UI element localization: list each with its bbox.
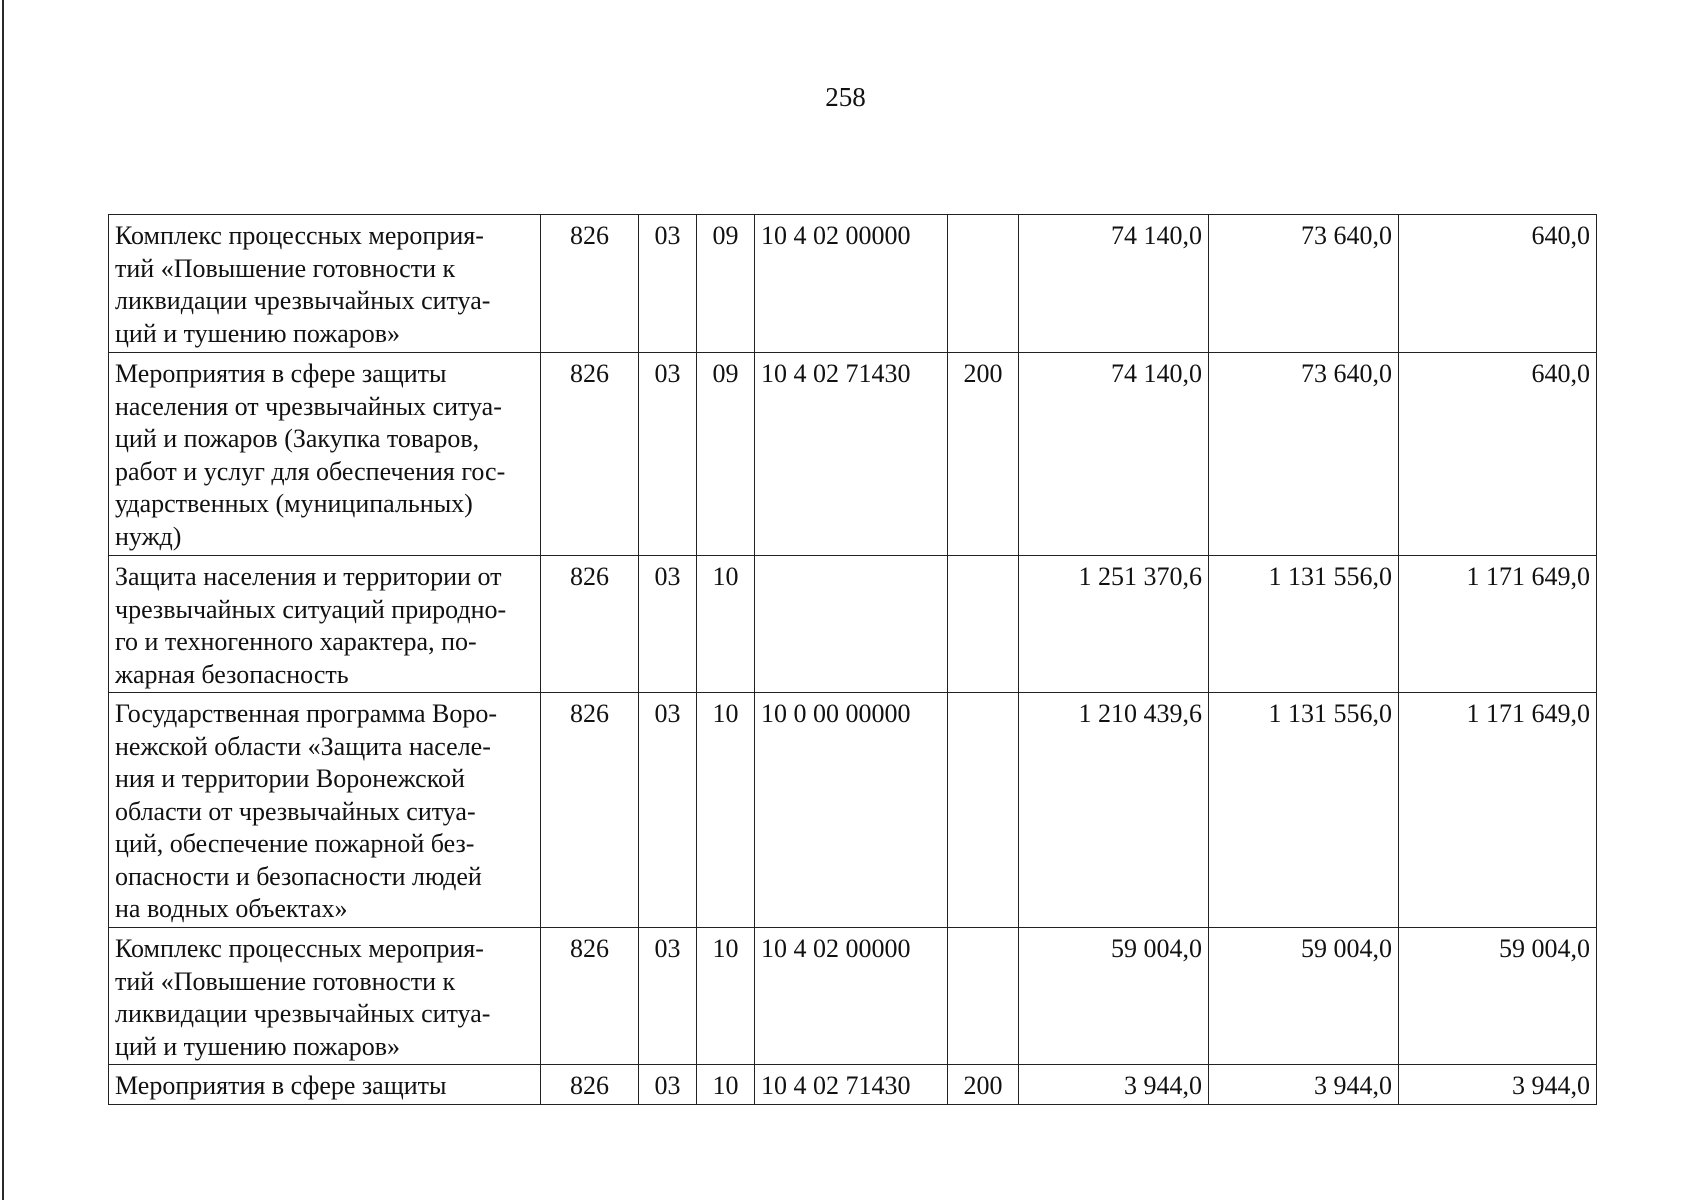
cell-amount-year-2: 73 640,0: [1209, 353, 1399, 556]
cell-podrazdel: 10: [697, 1065, 755, 1105]
cell-item-name: [109, 928, 541, 1065]
item-name-line: ния и территории Воронежской: [115, 764, 465, 793]
table-row: [109, 928, 1597, 1065]
item-name-line: нежской области «Защита населе-: [115, 731, 491, 761]
item-name-line: жарная безопасность: [115, 659, 349, 689]
cell-grbs: 826: [541, 1065, 639, 1105]
cell-amount-year-1: 3 944,0: [1019, 1065, 1209, 1105]
cell-razdel: 03: [639, 353, 697, 556]
cell-amount-year-1: 74 140,0: [1019, 215, 1209, 353]
cell-podrazdel: 10: [697, 928, 755, 1065]
cell-target-article: [755, 556, 948, 693]
cell-razdel: 03: [639, 556, 697, 693]
cell-target-article: 10 4 02 71430: [755, 353, 948, 556]
table-row: [109, 556, 1597, 693]
table-row: [109, 693, 1597, 928]
cell-amount-year-3: 3 944,0: [1399, 1065, 1597, 1105]
cell-podrazdel: 09: [697, 215, 755, 353]
cell-item-name: [109, 1065, 541, 1105]
cell-amount-year-2: 1 131 556,0: [1209, 556, 1399, 693]
cell-grbs: 826: [541, 928, 639, 1065]
cell-amount-year-3: 1 171 649,0: [1399, 556, 1597, 693]
cell-amount-year-1: 74 140,0: [1019, 353, 1209, 556]
cell-razdel: 03: [639, 1065, 697, 1105]
cell-amount-year-3: 640,0: [1399, 215, 1597, 353]
cell-amount-year-1: 59 004,0: [1019, 928, 1209, 1065]
cell-expense-type: [948, 215, 1019, 353]
budget-table: [108, 214, 1597, 1105]
cell-target-article: 10 4 02 00000: [755, 928, 948, 1065]
item-name-line: ций и тушению пожаров»: [115, 1031, 401, 1061]
cell-podrazdel: 10: [697, 693, 755, 928]
item-name-line: Комплекс процессных мероприя-: [115, 934, 484, 963]
cell-amount-year-2: 59 004,0: [1209, 928, 1399, 1065]
cell-expense-type: [948, 556, 1019, 693]
table-row: [109, 353, 1597, 556]
cell-item-name: [109, 693, 541, 928]
item-name-line: ликвидации чрезвычайных ситуа-: [115, 999, 491, 1028]
cell-grbs: 826: [541, 353, 639, 556]
cell-podrazdel: 09: [697, 353, 755, 556]
cell-expense-type: 200: [948, 353, 1019, 556]
cell-podrazdel: 10: [697, 556, 755, 693]
cell-amount-year-1: 1 210 439,6: [1019, 693, 1209, 928]
cell-expense-type: [948, 693, 1019, 928]
item-name-line: го и техногенного характера, по-: [115, 627, 477, 656]
item-name-line: Комплекс процессных мероприя-: [115, 221, 484, 250]
cell-target-article: 10 0 00 00000: [755, 693, 948, 928]
cell-grbs: 826: [541, 693, 639, 928]
cell-target-article: 10 4 02 71430: [755, 1065, 948, 1105]
item-name-line: тий «Повышение готовности к: [115, 253, 456, 283]
item-name-line: населения от чрезвычайных ситуа-: [115, 391, 502, 421]
cell-expense-type: [948, 928, 1019, 1065]
cell-item-name: [109, 556, 541, 693]
cell-amount-year-3: 59 004,0: [1399, 928, 1597, 1065]
item-name-line: Мероприятия в сфере защиты: [115, 1071, 447, 1100]
cell-item-name: [109, 215, 541, 353]
item-name-line: Государственная программа Воро-: [115, 699, 498, 728]
item-name-line: ударственных (муниципальных): [115, 489, 473, 518]
item-name-line: работ и услуг для обеспечения гос-: [115, 456, 506, 486]
item-name-line: ликвидации чрезвычайных ситуа-: [115, 286, 491, 315]
item-name-line: Защита населения и территории от: [115, 562, 502, 591]
table-row: [109, 215, 1597, 353]
item-name-line: тий «Повышение готовности к: [115, 966, 456, 996]
item-name-line: области от чрезвычайных ситуа-: [115, 796, 476, 826]
table-body: [109, 215, 1597, 1105]
cell-razdel: 03: [639, 693, 697, 928]
item-name-line: ций и тушению пожаров»: [115, 318, 401, 348]
cell-grbs: 826: [541, 556, 639, 693]
item-name-line: ций и пожаров (Закупка товаров,: [115, 424, 480, 453]
page-number: 258: [825, 82, 866, 112]
item-name-line: опасности и безопасности людей: [115, 861, 482, 891]
cell-razdel: 03: [639, 215, 697, 353]
cell-razdel: 03: [639, 928, 697, 1065]
table-row: [109, 1065, 1597, 1105]
cell-grbs: 826: [541, 215, 639, 353]
item-name-line: на водных объектах»: [115, 894, 348, 923]
cell-amount-year-1: 1 251 370,6: [1019, 556, 1209, 693]
item-name-line: ций, обеспечение пожарной без-: [115, 829, 475, 858]
cell-expense-type: 200: [948, 1065, 1019, 1105]
cell-target-article: 10 4 02 00000: [755, 215, 948, 353]
cell-amount-year-2: 3 944,0: [1209, 1065, 1399, 1105]
cell-amount-year-2: 1 131 556,0: [1209, 693, 1399, 928]
cell-item-name: [109, 353, 541, 556]
item-name-line: чрезвычайных ситуаций природно-: [115, 594, 507, 624]
item-name-line: Мероприятия в сфере защиты: [115, 359, 447, 388]
cell-amount-year-3: 640,0: [1399, 353, 1597, 556]
scan-left-edge: [2, 0, 4, 1200]
cell-amount-year-3: 1 171 649,0: [1399, 693, 1597, 928]
item-name-line: нужд): [115, 521, 182, 551]
cell-amount-year-2: 73 640,0: [1209, 215, 1399, 353]
